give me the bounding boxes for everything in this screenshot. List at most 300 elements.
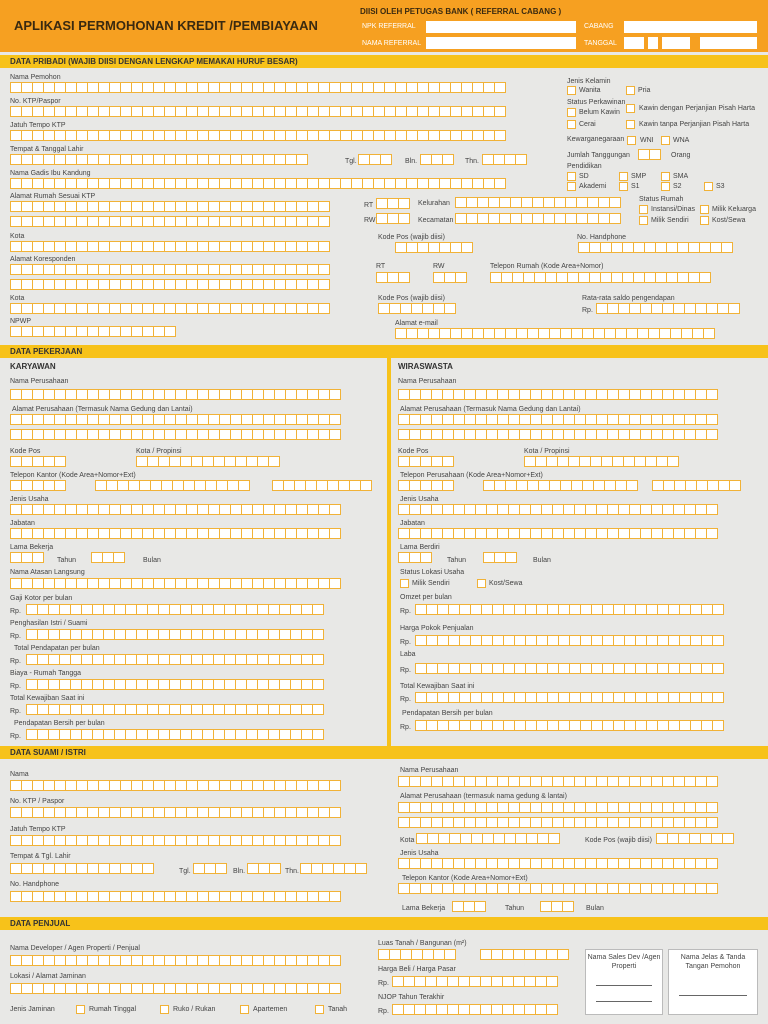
char-box[interactable] (215, 863, 227, 874)
char-box[interactable] (329, 389, 341, 400)
char-box[interactable] (329, 528, 341, 539)
s-ktp-boxes[interactable] (10, 807, 340, 818)
char-box[interactable] (329, 955, 341, 966)
section-title-suami: DATA SUAMI / ISTRI (10, 748, 86, 757)
char-box[interactable] (444, 303, 456, 314)
k-biaya-rp: Rp. (10, 683, 21, 690)
w-bersih-boxes[interactable] (415, 720, 723, 731)
char-box[interactable] (515, 154, 527, 165)
cerai-checkbox[interactable] (567, 120, 576, 129)
rw2-boxes[interactable] (433, 272, 466, 283)
s-alamat-boxes-2[interactable] (398, 817, 717, 828)
gadis-label: Nama Gadis Ibu Kandung (10, 170, 91, 177)
thn-label: Thn. (465, 158, 480, 165)
char-box[interactable] (474, 901, 486, 912)
p-ruko-checkbox[interactable] (160, 1005, 169, 1014)
k-bersih-boxes[interactable] (26, 729, 323, 740)
s2-label: S2 (673, 183, 682, 190)
k-jabatan-label: Jabatan (10, 520, 35, 527)
w-lama-tahun-boxes[interactable] (398, 552, 431, 563)
s-telepon-label: Telepon Kantor (Kode Area+Nomor+Ext) (402, 875, 528, 882)
kecamatan-label: Kecamatan (418, 217, 454, 224)
wna-checkbox[interactable] (661, 136, 670, 145)
char-box[interactable] (318, 216, 330, 227)
char-box[interactable] (312, 729, 324, 740)
k-alamat-boxes-1[interactable] (10, 414, 340, 425)
p-harga-boxes[interactable] (392, 976, 557, 987)
char-box[interactable] (649, 149, 661, 160)
pendidikan-label: Pendidikan (567, 163, 602, 170)
p-jenis-jaminan-label: Jenis Jaminan (10, 1006, 55, 1013)
char-box[interactable] (398, 213, 410, 224)
k-kota-boxes[interactable] (136, 456, 279, 467)
s-lama-bekerja-label: Lama Bekerja (402, 905, 446, 912)
p-lokasi-boxes[interactable] (10, 983, 340, 994)
char-box[interactable] (699, 272, 711, 283)
char-box[interactable] (296, 154, 308, 165)
s-tempat-lahir-label: Tempat & Tgl. Lahir (10, 853, 71, 860)
char-box[interactable] (318, 241, 330, 252)
p-harga-rp: Rp. (378, 980, 389, 987)
saldo-boxes[interactable] (596, 303, 739, 314)
w-kost-checkbox[interactable] (477, 579, 486, 588)
k-telepon-label: Telepon Kantor (Kode Area+Nomor+Ext) (10, 472, 136, 479)
w-alamat-boxes-2[interactable] (398, 429, 717, 440)
w-milik-sendiri-label: Milik Sendiri (412, 580, 450, 587)
s-nama-perusahaan-boxes[interactable] (398, 776, 717, 787)
char-box[interactable] (494, 178, 506, 189)
p-njop-boxes[interactable] (392, 1004, 557, 1015)
p-apartemen-checkbox[interactable] (240, 1005, 249, 1014)
wanita-label: Wanita (579, 87, 601, 94)
s-tempat-lahir-boxes[interactable] (10, 863, 153, 874)
section-bar-pribadi (0, 55, 768, 68)
char-box[interactable] (557, 949, 569, 960)
w-omzet-boxes[interactable] (415, 604, 723, 615)
char-box[interactable] (329, 983, 341, 994)
rt2-boxes[interactable] (376, 272, 409, 283)
smp-checkbox[interactable] (619, 172, 628, 181)
char-box[interactable] (329, 891, 341, 902)
k-bersih-label: Pendapatan Bersih per bulan (14, 720, 105, 727)
w-kost-label: Kost/Sewa (489, 580, 523, 587)
char-box[interactable] (329, 780, 341, 791)
char-box[interactable] (461, 242, 473, 253)
tanggal-sep-field[interactable] (648, 37, 658, 49)
form-title: APLIKASI PERMOHONAN KREDIT /PEMBIAYAAN (14, 18, 318, 33)
s-jatuh-tempo-boxes[interactable] (10, 835, 340, 846)
kode-pos2-boxes[interactable] (378, 303, 455, 314)
char-box[interactable] (269, 863, 281, 874)
char-box[interactable] (142, 863, 154, 874)
k-penghasilan-label: Penghasilan Istri / Suami (10, 620, 88, 627)
char-box[interactable] (398, 272, 410, 283)
p-luas-label: Luas Tanah / Bangunan (m²) (378, 940, 467, 947)
pria-checkbox[interactable] (626, 86, 635, 95)
char-box[interactable] (706, 528, 718, 539)
s-bln-label: Bln. (233, 868, 246, 875)
char-box[interactable] (329, 578, 341, 589)
char-box[interactable] (494, 130, 506, 141)
char-box[interactable] (729, 480, 741, 491)
k-bulan-label: Bulan (143, 557, 161, 564)
tgl-boxes[interactable] (358, 154, 391, 165)
s1-checkbox[interactable] (619, 182, 628, 191)
char-box[interactable] (360, 480, 372, 491)
k-penghasilan-rp: Rp. (10, 633, 21, 640)
k-nama-perusahaan-boxes[interactable] (10, 389, 340, 400)
char-box[interactable] (312, 704, 324, 715)
char-box[interactable] (455, 272, 467, 283)
char-box[interactable] (318, 303, 330, 314)
s-kode-pos-boxes[interactable] (656, 833, 733, 844)
s-jenis-usaha-boxes[interactable] (398, 858, 717, 869)
p-luas-tanah-boxes[interactable] (378, 949, 455, 960)
k-telepon-area-boxes[interactable] (10, 480, 65, 491)
char-box[interactable] (420, 552, 432, 563)
s-nama-perusahaan-label: Nama Perusahaan (400, 767, 459, 774)
p-apartemen-label: Apartemen (253, 1006, 288, 1013)
char-box[interactable] (706, 504, 718, 515)
k-lama-tahun-boxes[interactable] (10, 552, 43, 563)
s-tahun-label: Tahun (505, 905, 525, 912)
s-thn-boxes[interactable] (300, 863, 366, 874)
pekerjaan-divider (387, 358, 391, 746)
char-box[interactable] (706, 429, 718, 440)
sd-checkbox[interactable] (567, 172, 576, 181)
s-lama-tahun-boxes[interactable] (452, 901, 485, 912)
jenis-kelamin-label: Jenis Kelamin (567, 78, 611, 85)
char-box[interactable] (312, 604, 324, 615)
char-box[interactable] (54, 456, 66, 467)
npwp-boxes[interactable] (10, 326, 175, 337)
cabang-label: CABANG (584, 23, 614, 30)
s-nama-boxes[interactable] (10, 780, 340, 791)
rw-label: RW (364, 217, 376, 224)
w-alamat-boxes-1[interactable] (398, 414, 717, 425)
kecamatan-boxes[interactable] (455, 213, 620, 224)
akademi-label: Akademi (579, 183, 607, 190)
char-box[interactable] (706, 389, 718, 400)
char-box[interactable] (318, 279, 330, 290)
char-box[interactable] (32, 552, 44, 563)
char-box[interactable] (329, 429, 341, 440)
char-box[interactable] (442, 480, 454, 491)
w-kewajiban-label: Total Kewajiban Saat ini (400, 683, 475, 690)
w-hpp-rp: Rp. (400, 639, 411, 646)
char-box[interactable] (609, 197, 621, 208)
char-box[interactable] (54, 480, 66, 491)
alamat-koresponden-boxes-1[interactable] (10, 264, 329, 275)
w-milik-sendiri-checkbox[interactable] (400, 579, 409, 588)
char-box[interactable] (712, 663, 724, 674)
char-box[interactable] (706, 776, 718, 787)
w-omzet-rp: Rp. (400, 608, 411, 615)
status-rumah-label: Status Rumah (639, 196, 684, 203)
w-jenis-usaha-label: Jenis Usaha (400, 496, 439, 503)
k-kode-pos-label: Kode Pos (10, 448, 41, 455)
w-kode-pos-label: Kode Pos (398, 448, 429, 455)
p-harga-label: Harga Beli / Harga Pasar (378, 966, 456, 973)
alamat-ktp-boxes-1[interactable] (10, 201, 329, 212)
w-telepon-label: Telepon Perusahaan (Kode Area+Nomor+Ext) (400, 472, 543, 479)
email-boxes[interactable] (395, 328, 714, 339)
sma-checkbox[interactable] (661, 172, 670, 181)
ktp-boxes[interactable] (10, 106, 505, 117)
handphone-label: No. Handphone (577, 234, 627, 241)
k-alamat-label: Alamat Perusahaan (Termasuk Nama Gedung dan Lantai) (12, 406, 193, 413)
char-box[interactable] (164, 326, 176, 337)
char-box[interactable] (329, 504, 341, 515)
sales-signature-label: Nama Sales Dev /Agen Properti (587, 954, 661, 970)
char-box[interactable] (626, 480, 638, 491)
wiraswasta-title: WIRASWASTA (398, 362, 453, 371)
k-total-pendapatan-boxes[interactable] (26, 654, 323, 665)
w-telepon-area-boxes[interactable] (398, 480, 453, 491)
k-tahun-label: Tahun (57, 557, 77, 564)
char-box[interactable] (728, 303, 740, 314)
k-total-pendapatan-label: Total Pendapatan per bulan (14, 645, 100, 652)
k-telepon-nomor-boxes[interactable] (95, 480, 249, 491)
alamat-ktp-boxes-2[interactable] (10, 216, 329, 227)
wni-checkbox[interactable] (627, 136, 636, 145)
char-box[interactable] (444, 949, 456, 960)
gadis-boxes[interactable] (10, 178, 505, 189)
k-biaya-label: Biaya - Rumah Tangga (10, 670, 82, 677)
rw-boxes[interactable] (376, 213, 409, 224)
k-kota-label: Kota / Propinsi (136, 448, 182, 455)
char-box[interactable] (706, 802, 718, 813)
status-kawin-label: Status Perkawinan (567, 99, 626, 106)
milik-keluarga-checkbox[interactable] (700, 205, 709, 214)
char-box[interactable] (706, 414, 718, 425)
s-kota-boxes[interactable] (416, 833, 559, 844)
s2-checkbox[interactable] (661, 182, 670, 191)
telepon-rumah-boxes[interactable] (490, 272, 710, 283)
w-telepon-ext-boxes[interactable] (652, 480, 740, 491)
k-biaya-boxes[interactable] (26, 679, 323, 690)
char-box[interactable] (329, 807, 341, 818)
k-kewajiban-rp: Rp. (10, 708, 21, 715)
w-alamat-label: Alamat Perusahaan (Termasuk Nama Gedung dan Lantai) (400, 406, 581, 413)
char-box[interactable] (562, 901, 574, 912)
s-bln-boxes[interactable] (247, 863, 280, 874)
section-bar-penjual (0, 917, 768, 930)
akademi-checkbox[interactable] (567, 182, 576, 191)
tanggungan-label: Jumlah Tanggungan (567, 152, 630, 159)
k-total-pendapatan-rp: Rp. (10, 658, 21, 665)
s-jatuh-tempo-label: Jatuh Tempo KTP (10, 826, 66, 833)
p-njop-label: NJOP Tahun Terakhir (378, 994, 445, 1001)
w-laba-rp: Rp. (400, 667, 411, 674)
p-tanah-checkbox[interactable] (315, 1005, 324, 1014)
char-box[interactable] (398, 198, 410, 209)
w-kota-label: Kota / Propinsi (524, 448, 570, 455)
w-laba-boxes[interactable] (415, 663, 723, 674)
char-box[interactable] (329, 414, 341, 425)
k-atasan-boxes[interactable] (10, 578, 340, 589)
char-box[interactable] (442, 154, 454, 165)
s-lama-bulan-boxes[interactable] (540, 901, 573, 912)
char-box[interactable] (722, 833, 734, 844)
char-box[interactable] (380, 154, 392, 165)
char-box[interactable] (712, 692, 724, 703)
k-atasan-label: Nama Atasan Langsung (10, 569, 85, 576)
k-alamat-boxes-2[interactable] (10, 429, 340, 440)
bln-label: Bln. (405, 158, 418, 165)
sd-label: SD (579, 173, 589, 180)
tgl-label: Tgl. (345, 158, 357, 165)
kota2-boxes[interactable] (10, 303, 329, 314)
milik-keluarga-label: Milik Keluarga (712, 206, 756, 213)
w-jabatan-boxes[interactable] (398, 528, 717, 539)
k-telepon-ext-boxes[interactable] (272, 480, 371, 491)
char-box[interactable] (667, 456, 679, 467)
w-nama-perusahaan-boxes[interactable] (398, 389, 717, 400)
char-box[interactable] (712, 720, 724, 731)
rt2-label: RT (376, 263, 386, 270)
nama-pemohon-boxes[interactable] (10, 82, 505, 93)
k-kode-pos-boxes[interactable] (10, 456, 65, 467)
kode-pos-boxes[interactable] (395, 242, 472, 253)
ktp-label: No. KTP/Paspor (10, 98, 61, 105)
kost-checkbox[interactable] (700, 216, 709, 225)
char-box[interactable] (721, 242, 733, 253)
w-jabatan-label: Jabatan (400, 520, 425, 527)
char-box[interactable] (706, 817, 718, 828)
char-box[interactable] (113, 552, 125, 563)
kota-label: Kota (10, 233, 25, 240)
s-tgl-boxes[interactable] (193, 863, 226, 874)
tanggungan-boxes[interactable] (638, 149, 660, 160)
char-box[interactable] (442, 456, 454, 467)
cabang-field[interactable] (624, 21, 757, 33)
char-box[interactable] (355, 863, 367, 874)
smp-label: SMP (631, 173, 647, 180)
char-box[interactable] (546, 976, 558, 987)
section-title-pribadi: DATA PRIBADI (WAJIB DIISI DENGAN LENGKAP MEMAKAI HURUF BESAR) (10, 57, 298, 66)
k-kewajiban-boxes[interactable] (26, 704, 323, 715)
instansi-checkbox[interactable] (639, 205, 648, 214)
saldo-label: Rata-rata saldo pengendapan (582, 295, 675, 302)
w-kota-boxes[interactable] (524, 456, 678, 467)
section-title-pekerjaan: DATA PEKERJAAN (10, 347, 83, 356)
orang-label: Orang (671, 152, 691, 159)
s-alamat-boxes-1[interactable] (398, 802, 717, 813)
char-box[interactable] (546, 1004, 558, 1015)
k-gaji-boxes[interactable] (26, 604, 323, 615)
char-box[interactable] (712, 604, 724, 615)
char-box[interactable] (318, 264, 330, 275)
p-rumah-checkbox[interactable] (76, 1005, 85, 1014)
char-box[interactable] (329, 835, 341, 846)
tanggal-month-field[interactable] (662, 37, 690, 49)
rw2-label: RW (433, 263, 445, 270)
char-box[interactable] (703, 328, 715, 339)
char-box[interactable] (268, 456, 280, 467)
rt-boxes[interactable] (376, 198, 409, 209)
wni-label: WNI (640, 137, 654, 144)
w-bersih-label: Pendapatan Bersih per bulan (402, 710, 493, 717)
char-box[interactable] (494, 82, 506, 93)
k-nama-perusahaan-label: Nama Perusahaan (10, 378, 69, 385)
milik-sendiri-label: Milik Sendiri (651, 217, 689, 224)
nama-pemohon-label: Nama Pemohon (10, 74, 61, 81)
char-box[interactable] (505, 552, 517, 563)
k-jenis-usaha-boxes[interactable] (10, 504, 340, 515)
k-gaji-label: Gaji Kotor per bulan (10, 595, 73, 602)
p-luas-bangunan-boxes[interactable] (480, 949, 568, 960)
thn-boxes[interactable] (482, 154, 526, 165)
belum-kawin-checkbox[interactable] (567, 108, 576, 117)
w-lama-bulan-boxes[interactable] (483, 552, 516, 563)
k-lama-bulan-boxes[interactable] (91, 552, 124, 563)
sales-signature-line-2 (596, 1001, 652, 1002)
wanita-checkbox[interactable] (567, 86, 576, 95)
w-telepon-nomor-boxes[interactable] (483, 480, 637, 491)
pemohon-signature-box[interactable] (668, 949, 758, 1015)
s-tgl-label: Tgl. (179, 868, 191, 875)
tanggal-label: TANGGAL (584, 40, 617, 47)
char-box[interactable] (706, 883, 718, 894)
jatuh-tempo-boxes[interactable] (10, 130, 505, 141)
k-jabatan-boxes[interactable] (10, 528, 340, 539)
char-box[interactable] (548, 833, 560, 844)
kelurahan-boxes[interactable] (455, 197, 620, 208)
char-box[interactable] (494, 106, 506, 117)
npk-referral-field[interactable] (426, 21, 576, 33)
alamat-ktp-label: Alamat Rumah Sesuai KTP (10, 193, 96, 200)
k-penghasilan-boxes[interactable] (26, 629, 323, 640)
milik-sendiri-checkbox[interactable] (639, 216, 648, 225)
kawin-dengan-checkbox[interactable] (626, 104, 635, 113)
char-box[interactable] (312, 654, 324, 665)
char-box[interactable] (238, 480, 250, 491)
tanggal-year-field[interactable] (700, 37, 757, 49)
s3-checkbox[interactable] (704, 182, 713, 191)
char-box[interactable] (312, 629, 324, 640)
tempat-lahir-boxes[interactable] (10, 154, 307, 165)
w-kewajiban-boxes[interactable] (415, 692, 723, 703)
w-jenis-usaha-boxes[interactable] (398, 504, 717, 515)
tanggal-day-field[interactable] (624, 37, 644, 49)
char-box[interactable] (706, 858, 718, 869)
nama-referral-field[interactable] (426, 37, 576, 49)
pemohon-signature-label: Nama Jelas & Tanda Tangan Pemohon (680, 954, 746, 970)
s-handphone-boxes[interactable] (10, 891, 340, 902)
p-nama-dev-boxes[interactable] (10, 955, 340, 966)
s-thn-label: Thn. (285, 868, 300, 875)
bln-boxes[interactable] (420, 154, 453, 165)
w-kode-pos-boxes[interactable] (398, 456, 453, 467)
saldo-rp-label: Rp. (582, 307, 593, 314)
handphone-boxes[interactable] (578, 242, 732, 253)
w-kewajiban-rp: Rp. (400, 696, 411, 703)
alamat-koresponden-boxes-2[interactable] (10, 279, 329, 290)
sales-signature-box[interactable] (585, 949, 663, 1015)
s-telepon-boxes[interactable] (398, 883, 717, 894)
w-hpp-boxes[interactable] (415, 635, 723, 646)
char-box[interactable] (318, 201, 330, 212)
kawin-tanpa-checkbox[interactable] (626, 120, 635, 129)
s-ktp-label: No. KTP / Paspor (10, 798, 65, 805)
pria-label: Pria (638, 87, 651, 94)
char-box[interactable] (609, 213, 621, 224)
char-box[interactable] (712, 635, 724, 646)
char-box[interactable] (312, 679, 324, 690)
kota-boxes[interactable] (10, 241, 329, 252)
telepon-rumah-label: Telepon Rumah (Kode Area+Nomor) (490, 263, 604, 270)
